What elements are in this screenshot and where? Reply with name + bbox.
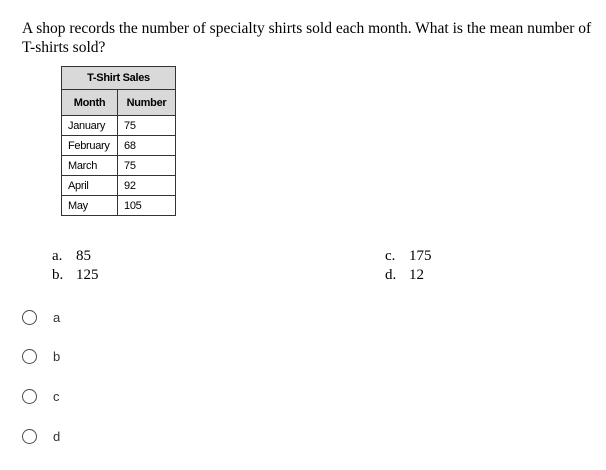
month-cell: May — [62, 196, 118, 216]
month-cell: March — [62, 156, 118, 176]
answer-option-a[interactable] — [22, 307, 60, 327]
month-cell: February — [62, 136, 118, 156]
tshirt-sales-table — [61, 66, 176, 216]
table-row — [62, 156, 176, 176]
choice-b-value: 125 — [76, 267, 99, 283]
answer-option-d[interactable] — [22, 426, 60, 446]
choice-a-letter: a. — [52, 248, 63, 264]
number-cell: 68 — [118, 136, 176, 156]
table-row — [62, 196, 176, 216]
radio-button-a[interactable] — [22, 310, 37, 325]
choice-c — [385, 247, 432, 265]
choice-c-value: 175 — [409, 248, 432, 264]
number-cell: 75 — [118, 116, 176, 136]
choice-c-letter: c. — [385, 248, 396, 264]
radio-button-c[interactable] — [22, 389, 37, 404]
table-row — [62, 116, 176, 136]
column-header-month: Month — [62, 90, 118, 116]
column-header-number: Number — [118, 90, 176, 116]
month-cell: January — [62, 116, 118, 136]
choice-d-letter: d. — [385, 267, 397, 283]
answer-option-label[interactable]: d — [53, 428, 61, 444]
question-text: A shop records the number of specialty shirts sold each month. What is the mean number of T-shirts sold? — [22, 20, 592, 56]
answer-option-label[interactable]: b — [53, 348, 61, 364]
number-cell: 92 — [118, 176, 176, 196]
choice-b-letter: b. — [52, 267, 64, 283]
choice-d-value: 12 — [409, 267, 424, 283]
answer-option-label[interactable]: c — [53, 388, 60, 404]
choice-d — [385, 266, 424, 284]
choice-b — [52, 266, 99, 284]
month-cell: April — [62, 176, 118, 196]
radio-button-d[interactable] — [22, 429, 37, 444]
table-row — [62, 176, 176, 196]
number-cell: 75 — [118, 156, 176, 176]
choice-a — [52, 247, 91, 265]
number-cell: 105 — [118, 196, 176, 216]
answer-option-c[interactable] — [22, 386, 60, 406]
radio-button-b[interactable] — [22, 349, 37, 364]
table-title: T-Shirt Sales — [62, 67, 176, 90]
answer-option-b[interactable] — [22, 346, 60, 366]
table-row — [62, 136, 176, 156]
answer-option-label[interactable]: a — [53, 309, 61, 325]
choice-a-value: 85 — [76, 248, 91, 264]
